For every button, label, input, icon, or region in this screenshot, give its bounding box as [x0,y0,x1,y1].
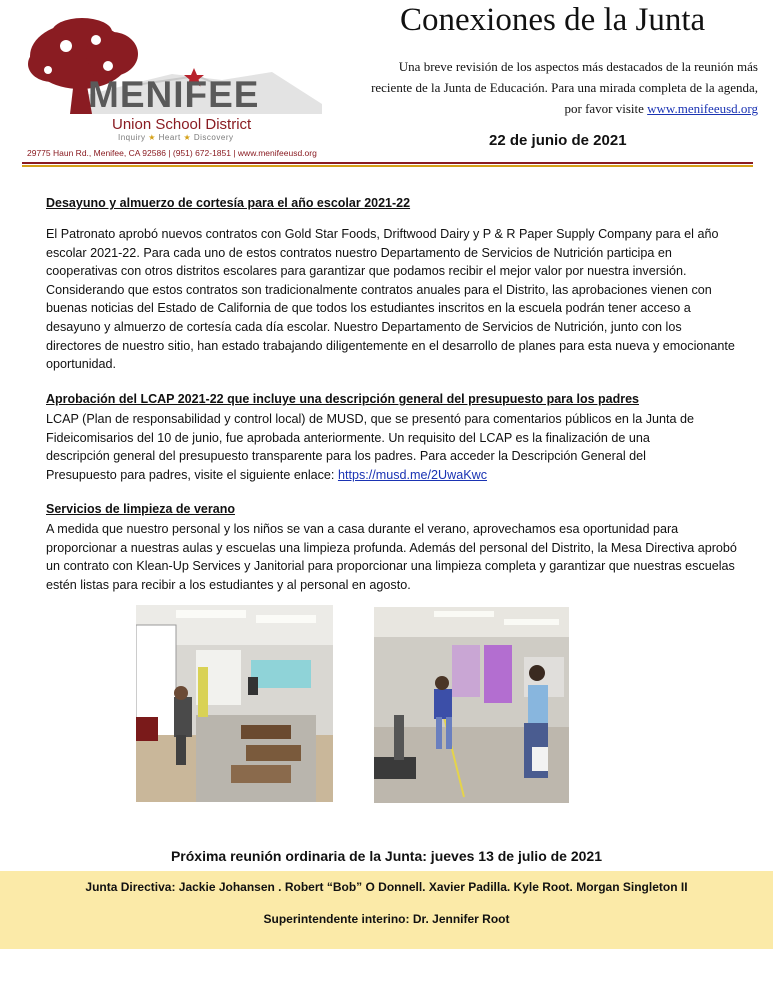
lcap-text: LCAP (Plan de responsabilidad y control local) de MUSD, que se presentó para comentarios públicos en la Junta de Fideicomisarios del 10 de junio, fue aprobada anteriormente. Un requisito del LCAP es la finalización de una descripción general del presupuesto transparente para los padres. Para acceder la Descripción General del Presupuesto para padres, visite el siguiente enlace: [46,412,695,482]
section-heading-lcap: Aprobación del LCAP 2021-22 que incluye una descripción general del presupuesto para los padres [46,392,639,406]
interim-superintendent: Superintendente interino: Dr. Jennifer Root [263,912,510,926]
board-members: Junta Directiva: Jackie Johansen . Robert “Bob” O Donnell. Xavier Padilla. Kyle Root. Morgan Singleton II [85,880,688,894]
floor-cleaning-photo [374,607,569,803]
tagline-inquiry: Inquiry [118,133,146,142]
logo-name: MENIFEE [88,74,260,115]
newsletter-title: Conexiones de la Junta [400,2,706,38]
section-body-cleaning: A medida que nuestro personal y los niños se van a casa durante el verano, aprovechamos esa oportunidad para proporcionar a nuestras aulas y escuelas una limpieza profunda. Además del personal del Distrito, la Mesa Directiva aprobó un contrato con Klean-Up Services y Janitorial para proporcionar una limpieza completa y garantizar que nuestras escuelas estén listas para recibir a los estudiantes y al personal en agosto. [46,522,737,592]
budget-overview-link[interactable]: https://musd.me/2UwaKwc [337,467,488,482]
logo-subtitle: Union School District [112,116,252,133]
star-icon: ★ [183,133,192,142]
intro-text: Una breve revisión de los aspectos más destacados de la reunión más reciente de la Junta de Educación. Para una mirada completa de la agenda, por favor visite [371,59,758,116]
section-heading-meals: Desayuno y almuerzo de cortesía para el año escolar 2021-22 [46,196,411,210]
header-rule-gold [22,165,753,167]
tagline-heart: Heart [158,133,181,142]
meeting-date: 22 de junio de 2021 [489,132,627,149]
star-icon: ★ [148,133,156,142]
district-address: 29775 Haun Rd., Menifee, CA 92586 | (951) 672-1851 | www.menifeeusd.org [27,148,317,158]
website-link[interactable]: www.menifeeusd.org [647,101,758,116]
intro-paragraph [356,56,758,119]
section-body-meals: El Patronato aprobó nuevos contratos con Gold Star Foods, Driftwood Dairy y P & R Paper Supply Company para el año escolar 2021-22. Para cada uno de estos contratos nuestro Departamento de Servicios de Nutrición participa en cooperativas con otros distritos escolares para garantizar que podamos recibir el mejor valor por nuestra inversión. Considerando que estos contratos son tradicionalmente contratos anuales para el Distrito, las aprobaciones vienen con buenas noticias del Estado de California de que todos los estudiantes inscritos en la escuela podrán tener acceso a desayuno y almuerzo de cortesía cada día escolar. Nuestro Departamento de Servicios de Nutrición, junto con los directores de nuestro sitio, han estado trabajando diligentemente en el desarrollo de planes para esta nueva y emocionante oportunidad. [46,227,735,372]
tagline-discovery: Discovery [193,133,234,142]
section-body-lcap [46,410,716,484]
header-rule-red [22,162,753,164]
next-meeting: Próxima reunión ordinaria de la Junta: jueves 13 de julio de 2021 [170,848,603,864]
classroom-cleaning-photo [136,605,333,802]
logo-tagline [118,133,233,142]
section-heading-cleaning: Servicios de limpieza de verano [46,502,235,516]
